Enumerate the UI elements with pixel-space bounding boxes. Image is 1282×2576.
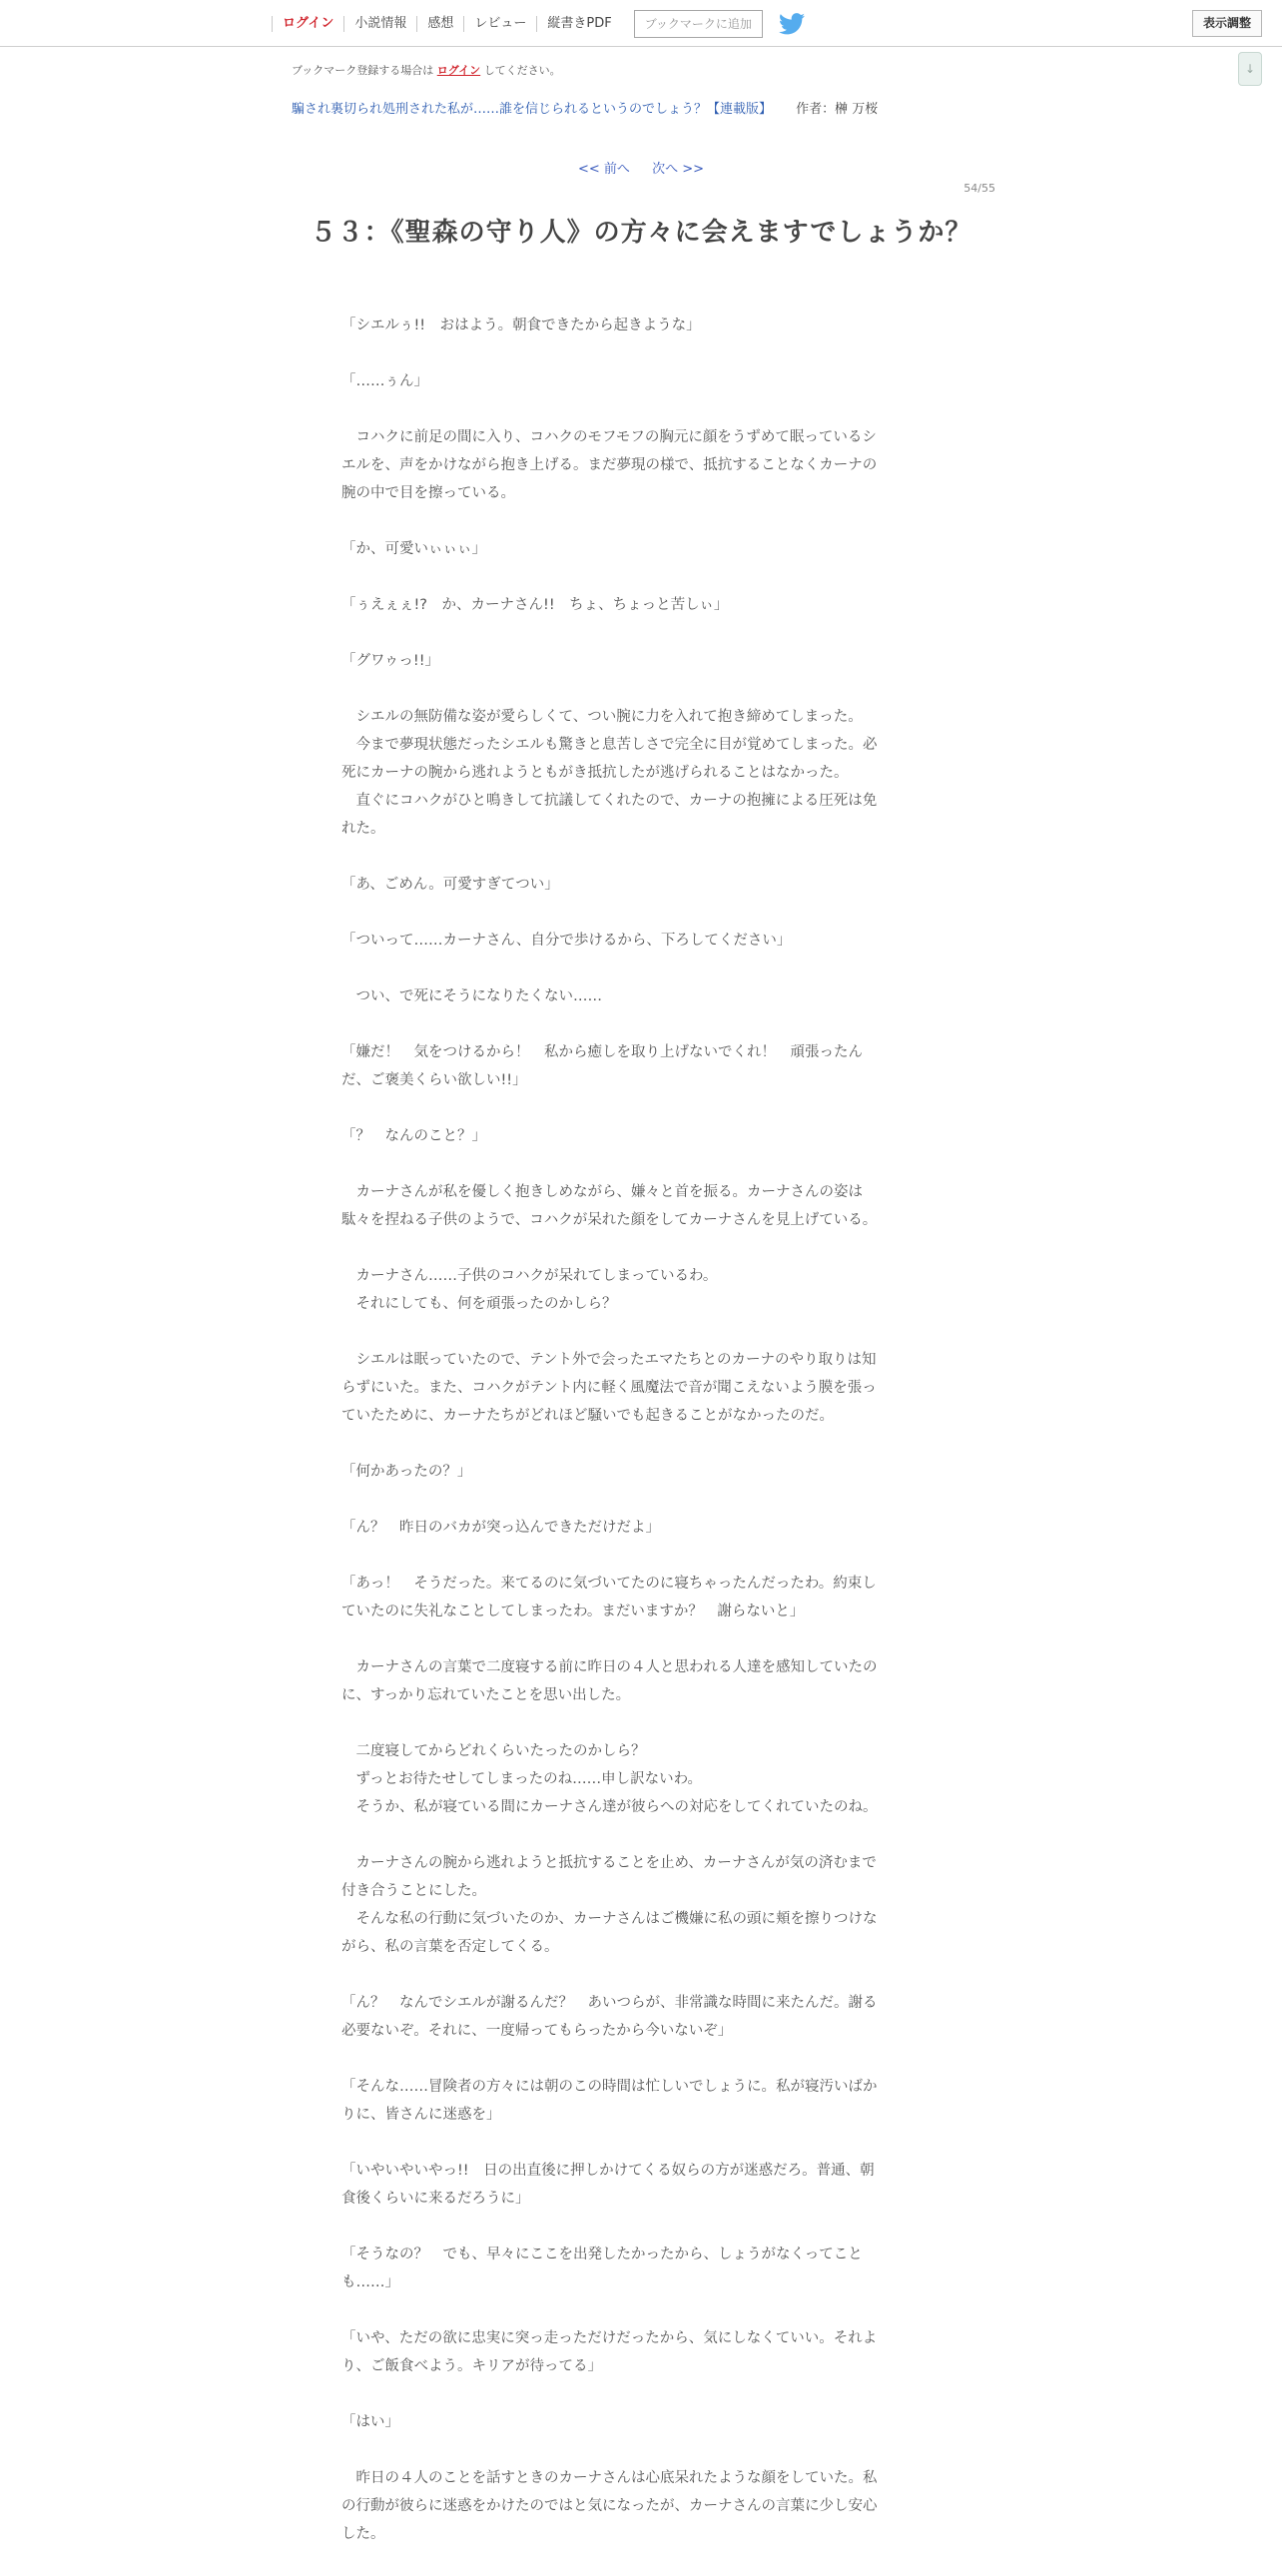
novel-line: らずにいた。また、コハクがテント内に軽く風魔法で音が聞こえないよう膜を張っ xyxy=(341,1380,877,1396)
chapter-pager xyxy=(0,158,1282,177)
novel-paragraph xyxy=(341,2157,941,2213)
novel-paragraph xyxy=(341,2241,941,2296)
novel-line: 腕の中で目を擦っている。 xyxy=(341,485,515,501)
novel-paragraph xyxy=(341,1989,941,2045)
novel-line: シエルの無防備な姿が愛らしくて、つい腕に力を入れて抱き締めてしまった。 xyxy=(341,709,863,725)
novel-paragraph xyxy=(341,1038,941,1094)
novel-paragraph xyxy=(341,312,941,339)
novel-line: 「ん？ 昨日のバカが突っ込んできただけだよ」 xyxy=(341,1520,660,1536)
novel-line: 「グワゥっ!!」 xyxy=(341,653,440,669)
novel-paragraph xyxy=(341,1653,941,1709)
novel-line: も……」 xyxy=(341,2274,399,2290)
novel-paragraph xyxy=(341,1122,941,1150)
novel-line: 「ぅえぇぇ!? か、カーナさん!! ちょ、ちょっと苦しぃ」 xyxy=(341,597,729,613)
chapter-count: 54/55 xyxy=(963,182,995,195)
nav-impressions-link[interactable]: 感想 xyxy=(416,16,463,32)
next-chapter-link[interactable]: 次へ >> xyxy=(652,162,704,177)
novel-line: そうか、私が寝ている間にカーナさん達が彼らへの対応をしてくれていたのね。 xyxy=(341,1799,878,1815)
chapter-title: ５３：《聖森の守り人》の方々に会えますでしょうか？ xyxy=(310,218,972,248)
novel-line: 「ついって……カーナさん、自分で歩けるから、下ろしてください」 xyxy=(341,933,792,949)
novel-paragraph xyxy=(341,1514,941,1542)
nav-menu xyxy=(272,0,805,47)
add-bookmark-button[interactable]: ブックマークに追加 xyxy=(634,10,763,38)
novel-line: り、ご飯食べよう。キリアが待ってる」 xyxy=(341,2358,602,2374)
novel-line: 付き合うことにした。 xyxy=(341,1883,486,1899)
series-author: 作者：榊 万桜 xyxy=(796,102,879,117)
novel-line: 必要ないぞ。それに、一度帰ってもらったから今いないぞ」 xyxy=(341,2023,733,2039)
scroll-down-button[interactable]: ↓ xyxy=(1238,52,1262,86)
novel-paragraph xyxy=(341,1458,941,1486)
novel-paragraph xyxy=(341,1178,941,1234)
novel-line: に、すっかり忘れていたことを思い出した。 xyxy=(341,1687,631,1703)
novel-line: 直ぐにコハクがひと鳴きして抗議してくれたので、カーナの抱擁による圧死は免 xyxy=(341,793,878,809)
novel-paragraph xyxy=(341,871,941,899)
novel-line: カーナさんの言葉で二度寝する前に昨日の４人と思われる人達を感知していたの xyxy=(341,1659,878,1675)
novel-body-text xyxy=(341,312,941,2576)
novel-line: 「いやいやいやっ!! 日の出直後に押しかけてくる奴らの方が迷惑だろ。普通、朝 xyxy=(341,2163,875,2179)
novel-line: それにしても、何を頑張ったのかしら？ xyxy=(341,1296,617,1312)
novel-paragraph xyxy=(341,535,941,563)
novel-line: 「か、可愛いぃぃぃ」 xyxy=(341,541,486,557)
novel-line: コハクに前足の間に入り、コハクのモフモフの胸元に顔をうずめて眠っているシ xyxy=(341,429,877,445)
novel-line: 「ん？ なんでシエルが謝るんだ？ あいつらが、非常識な時間に来たんだ。謝る xyxy=(341,1995,878,2011)
novel-line: 「シエルぅ!! おはよう。朝食できたから起きような」 xyxy=(341,318,701,333)
novel-line: 食後くらいに来るだろうに」 xyxy=(341,2191,530,2207)
novel-line: 「嫌だ！ 気をつけるから！ 私から癒しを取り上げないでくれ！ 頑張ったん xyxy=(341,1044,863,1060)
novel-line: だ、ご褒美くらい欲しい!!」 xyxy=(341,1072,527,1088)
nav-novel-info-link[interactable]: 小説情報 xyxy=(343,16,416,32)
nav-login-link[interactable]: ログイン xyxy=(272,16,343,32)
novel-line: カーナさんが私を優しく抱きしめながら、嫌々と首を振る。カーナさんの姿は xyxy=(341,1184,863,1200)
novel-line: 死にカーナの腕から逃れようともがき抵抗したが逃げられることはなかった。 xyxy=(341,765,849,781)
novel-paragraph xyxy=(341,1570,941,1625)
novel-line: シエルは眠っていたので、テント外で会ったエマたちとのカーナのやり取りは知 xyxy=(341,1352,877,1368)
top-navigation-bar xyxy=(0,0,1282,47)
novel-paragraph xyxy=(341,703,941,843)
series-info xyxy=(292,98,878,117)
novel-line: そんな私の行動に気づいたのか、カーナさんはご機嫌に私の頭に頬を擦りつけな xyxy=(341,1911,878,1927)
novel-paragraph xyxy=(341,591,941,619)
novel-paragraph xyxy=(341,2073,941,2129)
novel-line: りに、皆さんに迷惑を」 xyxy=(341,2107,501,2123)
series-title-link[interactable]: 騙され裏切られ処刑された私が……誰を信じられるというのでしょう？【連載版】 xyxy=(292,102,773,117)
novel-line: エルを、声をかけながら抱き上げる。まだ夢現の様で、抵抗することなくカーナの xyxy=(341,457,878,473)
novel-paragraph xyxy=(341,2324,941,2380)
bookmark-login-notice xyxy=(292,62,561,78)
novel-line: の行動が彼らに迷惑をかけたのではと気になったが、カーナさんの言葉に少し安心 xyxy=(341,2498,878,2514)
novel-paragraph xyxy=(341,423,941,507)
novel-line: 「そんな……冒険者の方々には朝のこの時間は忙しいでしょうに。私が寝汚いばか xyxy=(341,2079,878,2095)
novel-paragraph xyxy=(341,1346,941,1430)
notice-text-after: してください。 xyxy=(483,64,561,77)
novel-line: 「何かあったの？」 xyxy=(341,1464,472,1480)
novel-line: 昨日の４人のことを話すときのカーナさんは心底呆れたような顔をしていた。私 xyxy=(341,2470,878,2486)
novel-line: 「はい」 xyxy=(341,2414,399,2430)
display-settings-button[interactable]: 表示調整 xyxy=(1192,10,1262,37)
novel-line: 「？ なんのこと？」 xyxy=(341,1128,486,1144)
novel-line: した。 xyxy=(341,2526,385,2542)
novel-paragraph xyxy=(341,982,941,1010)
novel-line: れた。 xyxy=(341,821,385,837)
novel-line: 二度寝してからどれくらいたったのかしら？ xyxy=(341,1743,646,1759)
novel-paragraph xyxy=(341,2408,941,2436)
notice-login-link[interactable]: ログイン xyxy=(436,64,481,77)
novel-line: カーナさん……子供のコハクが呆れてしまっているわ。 xyxy=(341,1268,718,1284)
novel-line: 「……ぅん」 xyxy=(341,373,428,389)
novel-paragraph xyxy=(341,2464,941,2548)
novel-line: がら、私の言葉を否定してくる。 xyxy=(341,1939,559,1955)
novel-paragraph xyxy=(341,647,941,675)
novel-line: カーナさんの腕から逃れようと抵抗することを止め、カーナさんが気の済むまで xyxy=(341,1855,877,1871)
novel-line: 「あっ！ そうだった。来てるのに気づいてたのに寝ちゃったんだったわ。約束し xyxy=(341,1576,877,1592)
novel-line: 今まで夢現状態だったシエルも驚きと息苦しさで完全に目が覚めてしまった。必 xyxy=(341,737,878,753)
novel-line: 駄々を捏ねる子供のようで、コハクが呆れた顔をしてカーナさんを見上げている。 xyxy=(341,1212,878,1228)
novel-paragraph xyxy=(341,1849,941,1961)
novel-line: 「あ、ごめん。可愛すぎてつい」 xyxy=(341,877,559,893)
notice-text-before: ブックマーク登録する場合は xyxy=(292,64,434,77)
novel-paragraph xyxy=(341,367,941,395)
novel-line: 「いや、ただの欲に忠実に突っ走っただけだったから、気にしなくていい。それよ xyxy=(341,2330,878,2346)
prev-chapter-link[interactable]: << 前へ xyxy=(578,162,630,177)
novel-line: つい、で死にそうになりたくない…… xyxy=(341,988,602,1004)
nav-vertical-pdf-link[interactable]: 縦書きPDF xyxy=(536,16,621,32)
twitter-bird-icon[interactable] xyxy=(779,13,805,35)
novel-line: ていたのに失礼なことしてしまったわ。まだいますか？ 謝らないと」 xyxy=(341,1604,805,1619)
novel-paragraph xyxy=(341,1737,941,1821)
novel-paragraph xyxy=(341,927,941,955)
novel-line: ていたために、カーナたちがどれほど騒いでも起きることがなかったのだ。 xyxy=(341,1408,834,1424)
nav-review-link[interactable]: レビュー xyxy=(463,16,536,32)
novel-paragraph xyxy=(341,1262,941,1318)
novel-line: 「そうなの？ でも、早々にここを出発したかったから、しょうがなくってこと xyxy=(341,2247,863,2262)
novel-line: ずっとお待たせしてしまったのね……申し訳ないわ。 xyxy=(341,1771,703,1787)
